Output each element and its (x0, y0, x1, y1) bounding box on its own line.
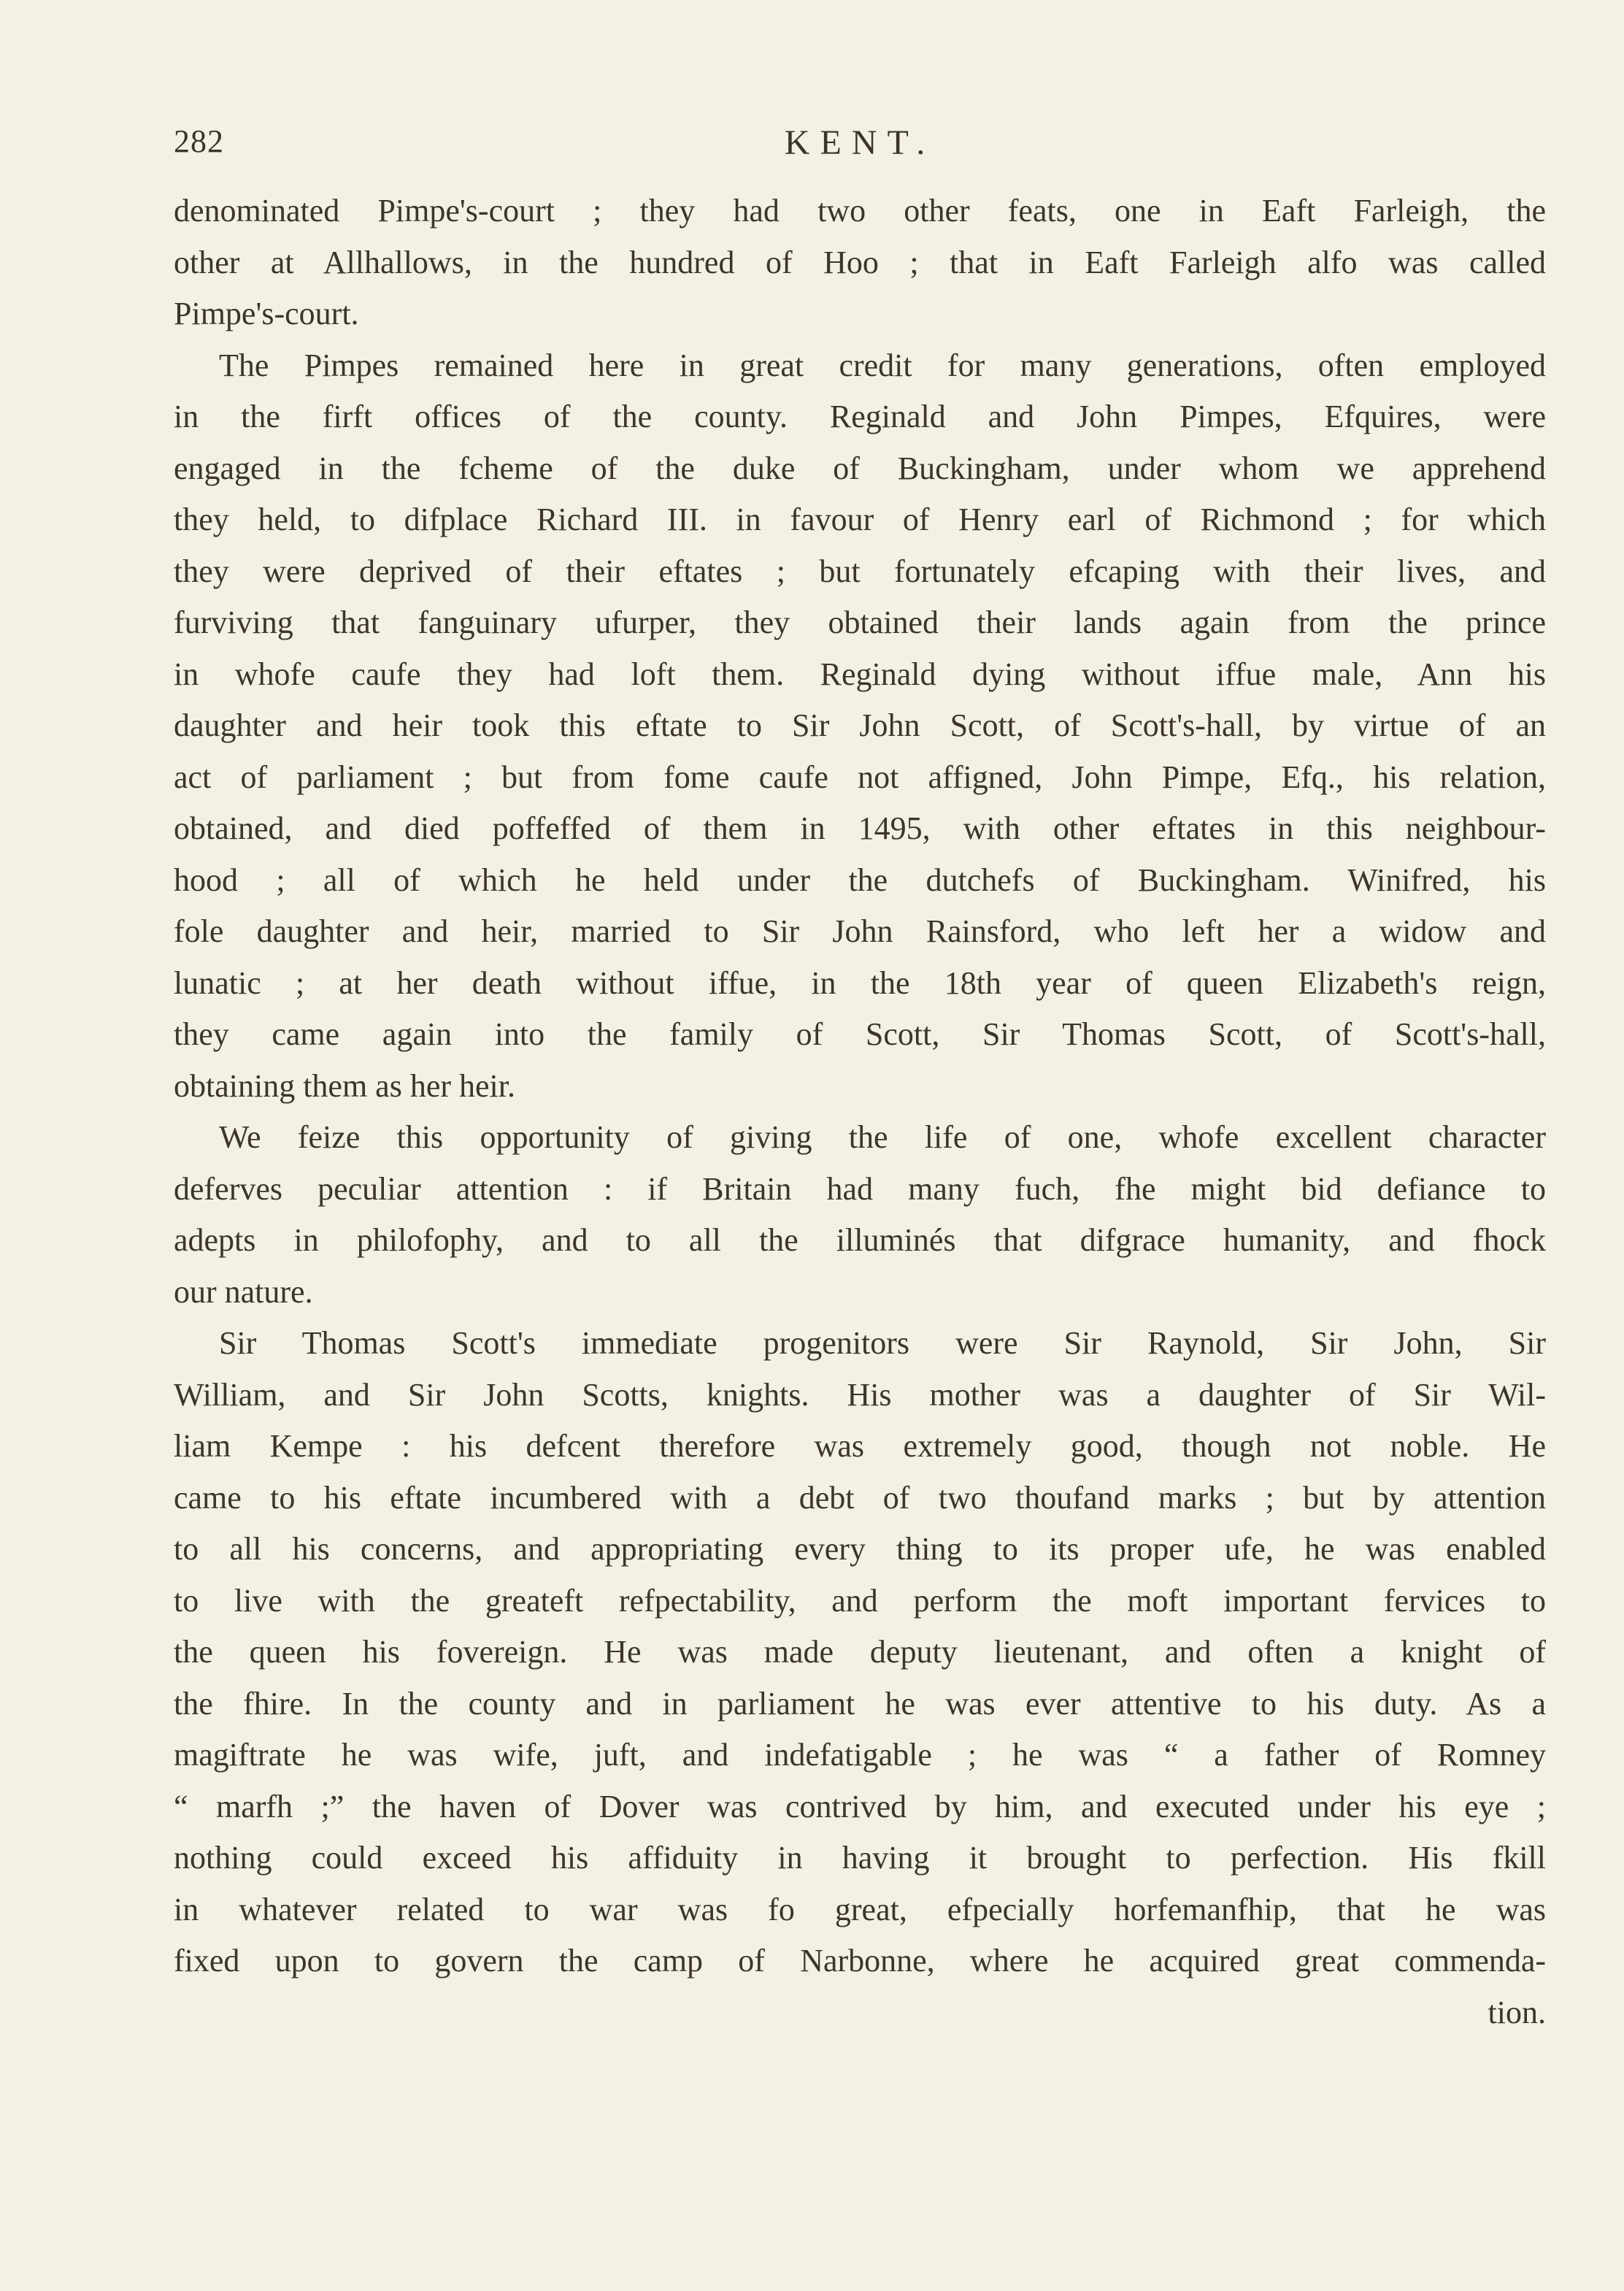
text-line: act of parliament ; but from fome caufe not affigned, John Pimpe, Efq., his relation, (174, 759, 1546, 795)
text-line: obtained, and died poffeffed of them in 1495, with other eftates in this neighbour- (174, 810, 1546, 846)
paragraph (174, 1318, 1546, 2038)
text-line: lunatic ; at her death without iffue, in the 18th year of queen Elizabeth's reign, (174, 964, 1546, 1001)
text-line: “ marfh ;” the haven of Dover was contrived by him, and executed under his eye ; (174, 1788, 1546, 1824)
text-line: furviving that fanguinary ufurper, they obtained their lands again from the prince (174, 605, 1546, 640)
page-number: 282 (174, 123, 224, 159)
page-header (174, 123, 1546, 174)
text-line: William, and Sir John Scotts, knights. His mother was a daughter of Sir Wil- (174, 1376, 1546, 1413)
text-line: The Pimpes remained here in great credit for many generations, often employed (219, 347, 1546, 383)
body-text (174, 185, 1546, 2038)
text-line: they held, to difplace Richard III. in favour of Henry earl of Richmond ; for which (174, 502, 1546, 537)
text-line: liam Kempe : his defcent therefore was extremely good, though not noble. He (174, 1428, 1546, 1464)
text-line: fixed upon to govern the camp of Narbonne, where he acquired great commenda- (174, 1943, 1546, 1979)
text-line: in whofe caufe they had loft them. Reginald dying without iffue male, Ann his (174, 656, 1546, 692)
text-line: other at Allhallows, in the hundred of Hoo ; that in Eaft Farleigh alfo was called (174, 244, 1546, 280)
text-line: tion. (1488, 1994, 1546, 2030)
paragraph (174, 340, 1546, 1113)
text-line: in the firft offices of the county. Reginald and John Pimpes, Efquires, were (174, 399, 1546, 434)
paragraph (174, 1112, 1546, 1318)
text-line: daughter and heir took this eftate to Sir John Scott, of Scott's-hall, by virtue of an (174, 707, 1546, 743)
text-line: We feize this opportunity of giving the life of one, whofe excellent character (219, 1119, 1546, 1155)
text-line: they were deprived of their eftates ; but fortunately efcaping with their lives, and (174, 553, 1546, 589)
text-line: nothing could exceed his affiduity in having it brought to perfection. His fkill (174, 1840, 1546, 1876)
text-line: Sir Thomas Scott's immediate progenitors were Sir Raynold, Sir John, Sir (219, 1325, 1546, 1361)
text-line: engaged in the fcheme of the duke of Buckingham, under whom we apprehend (174, 450, 1546, 486)
text-line: they came again into the family of Scott, Sir Thomas Scott, of Scott's-hall, (174, 1016, 1546, 1052)
text-line: deferves peculiar attention : if Britain had many fuch, fhe might bid defiance to (174, 1170, 1546, 1207)
text-line: obtaining them as her heir. (174, 1067, 515, 1104)
text-line: the fhire. In the county and in parliament he was ever attentive to his duty. As a (174, 1685, 1546, 1722)
text-line: came to his eftate incumbered with a debt of two thoufand marks ; but by attention (174, 1479, 1546, 1516)
text-line: magiftrate he was wife, juft, and indefatigable ; he was “ a father of Romney (174, 1737, 1546, 1773)
paragraph (174, 185, 1546, 340)
text-line: hood ; all of which he held under the dutchefs of Buckingham. Winifred, his (174, 861, 1546, 898)
text-line: Pimpe's-court. (174, 296, 359, 331)
text-line: to live with the greateft refpectability, and perform the moft important fervices to (174, 1582, 1546, 1619)
text-line: adepts in philofophy, and to all the illuminés that difgrace humanity, and fhock (174, 1222, 1546, 1258)
text-line: our nature. (174, 1273, 313, 1310)
text-line: to all his concerns, and appropriating every thing to its proper ufe, he was enabled (174, 1531, 1546, 1567)
text-line: in whatever related to war was fo great, efpecially horfemanfhip, that he was (174, 1891, 1546, 1927)
text-line: fole daughter and heir, married to Sir John Rainsford, who left her a widow and (174, 913, 1546, 949)
running-title: KENT. (784, 123, 936, 162)
text-line: the queen his fovereign. He was made deputy lieutenant, and often a knight of (174, 1634, 1546, 1670)
text-line: denominated Pimpe's-court ; they had two other feats, one in Eaft Farleigh, the (174, 193, 1546, 229)
